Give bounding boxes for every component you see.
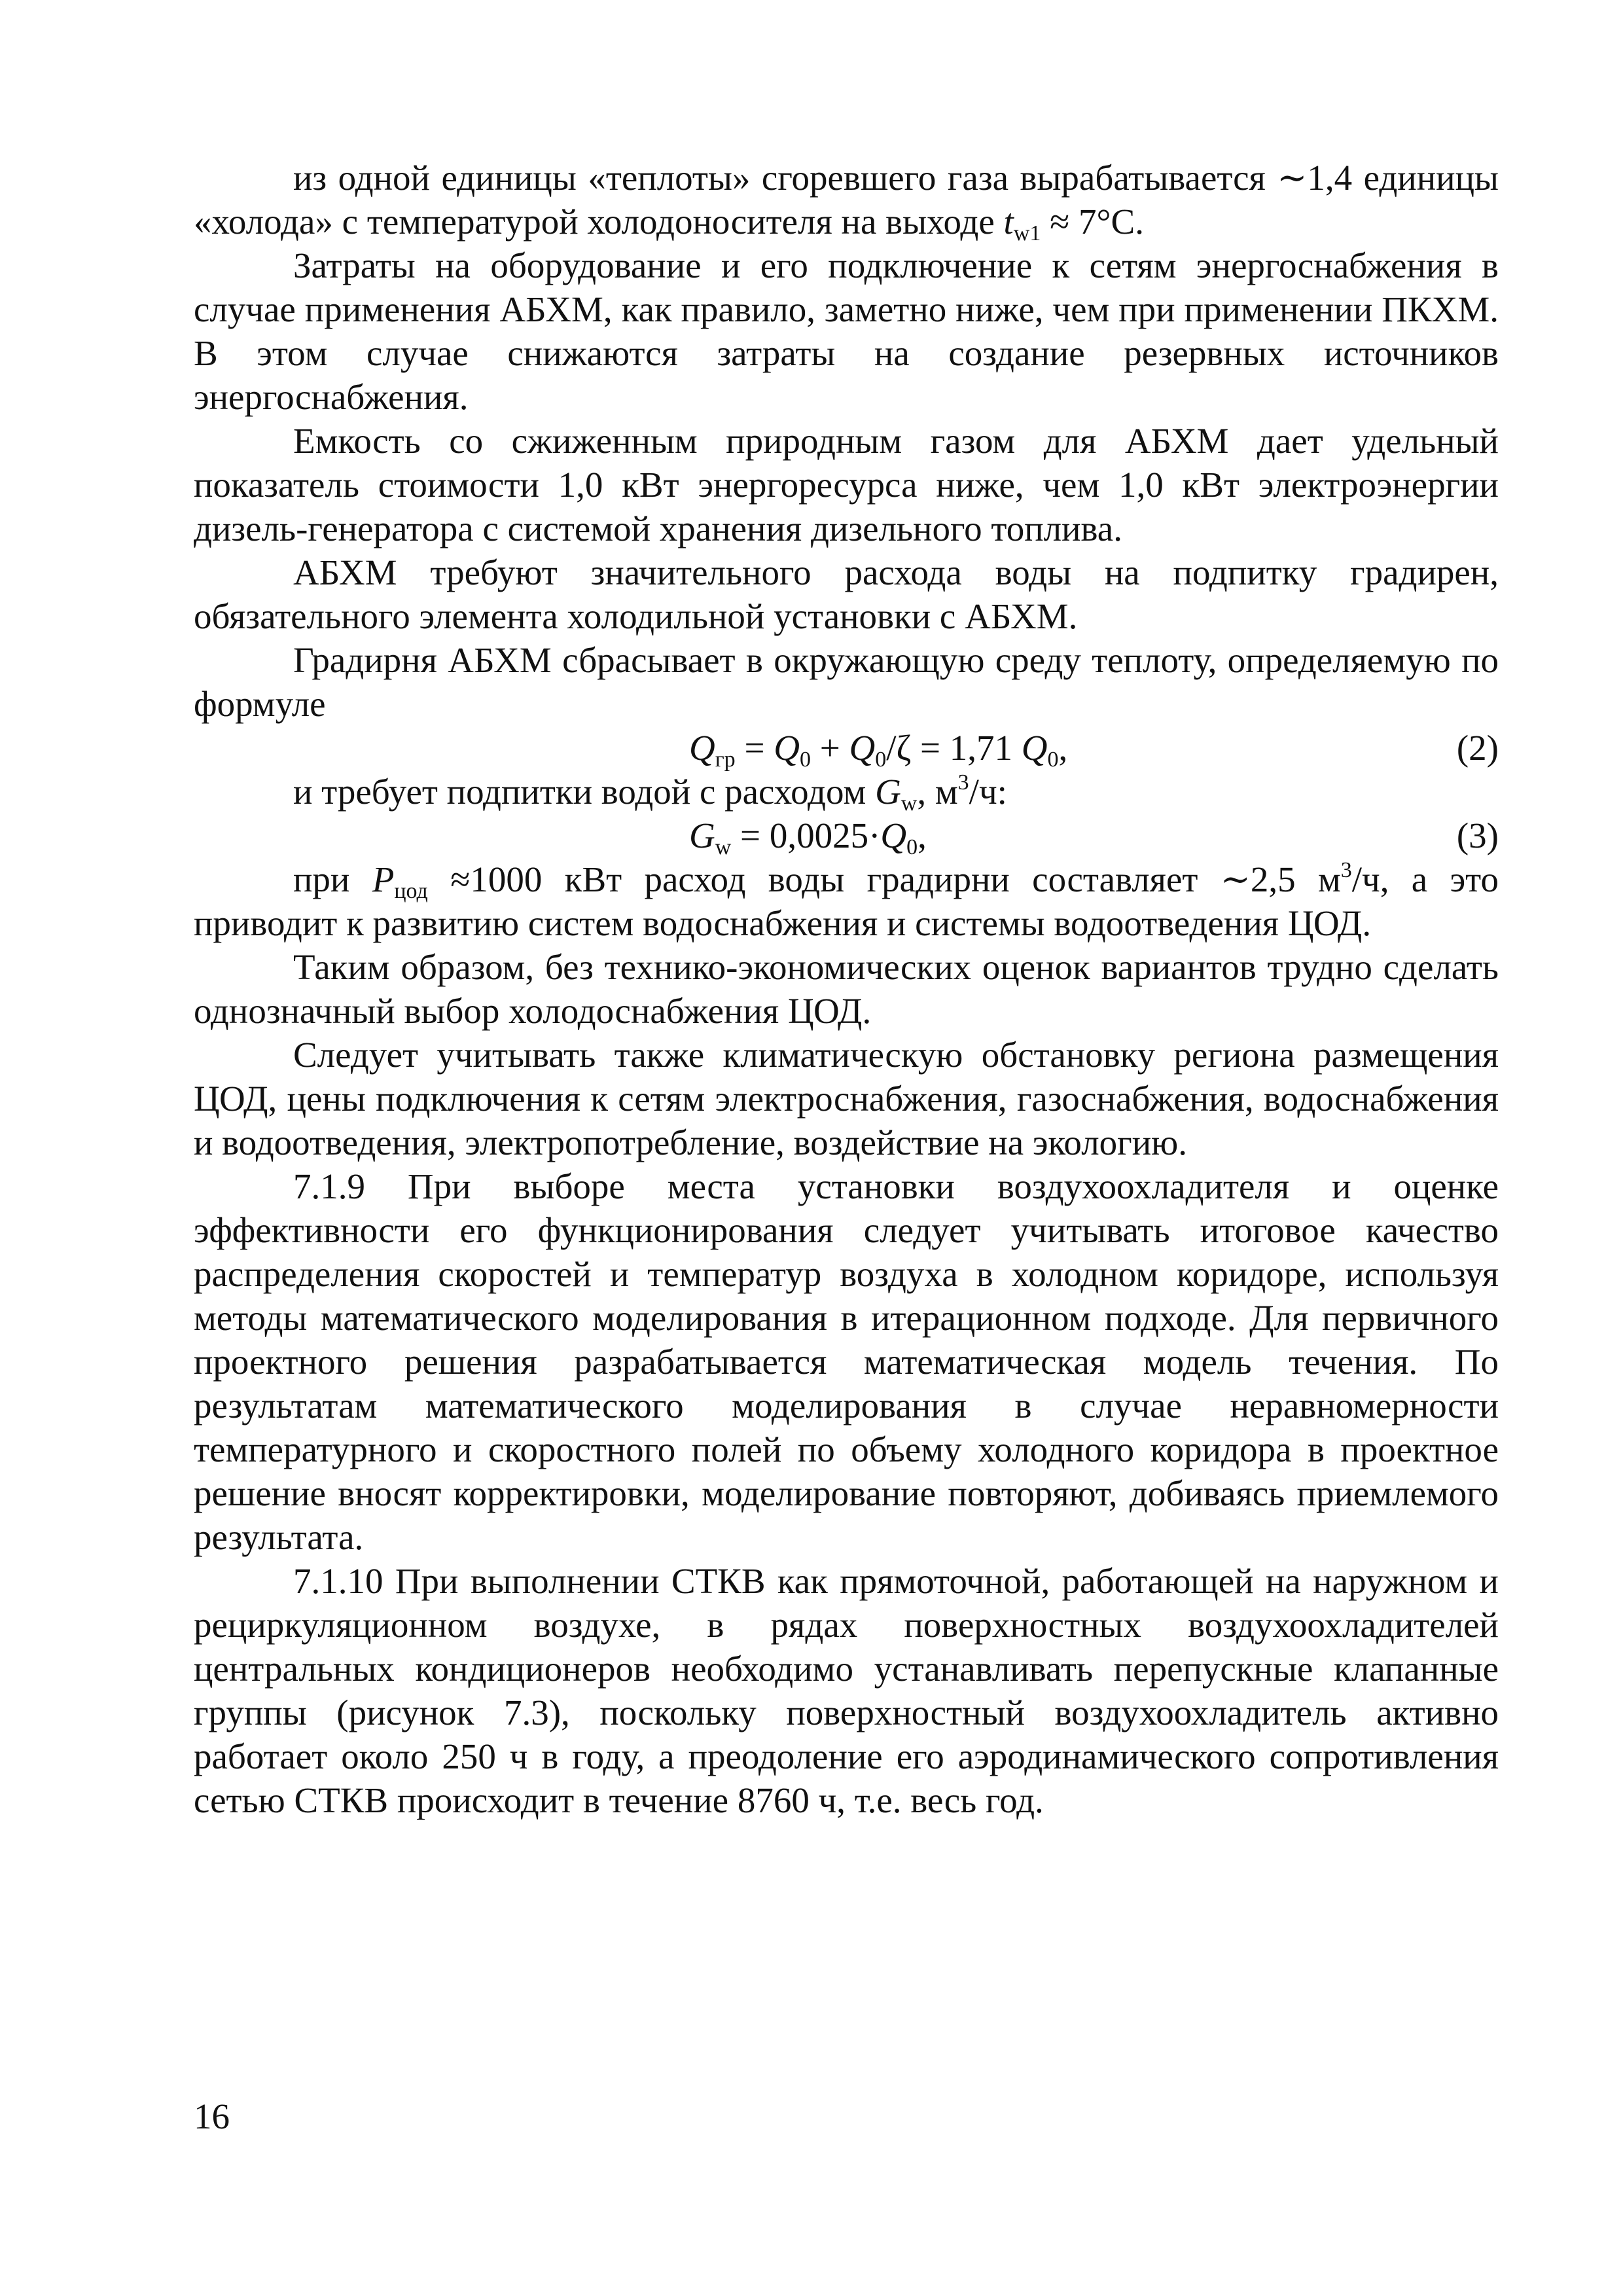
symbol-t: t (1003, 202, 1014, 242)
formula-2 (194, 726, 1499, 770)
paragraph-makeup-water: и требует подпитки водой с расходом $G_w$, $м^3/ч$: (293, 770, 1007, 816)
page-number: 16 (194, 2096, 230, 2136)
formula-3 (194, 814, 1499, 857)
paragraph-climate: Следует учитывать также климатическую обстановку региона размещения ЦОД, цены подключения к сетям электроснабжения, газоснабжения, водоснабжения и водоотведения, электропотребление, воздействие на экологию. (194, 1035, 1499, 1162)
paragraph-absorption-ratio: из одной единицы «теплоты» сгоревшего газа вырабатывается ∼1,4 единицы «холода» с температурой холодоносителя на выходе $t_{w1} \approx 7^\circ С$. (194, 158, 1499, 245)
subscript-w1: w1 (1013, 221, 1041, 245)
formula-3-number: (3) (1456, 816, 1499, 855)
paragraph-water-consumption: АБХМ требуют значительного расхода воды на подпитку градирен, обязательного элемента холодильной установки с АБХМ. (194, 552, 1499, 636)
paragraph-water-flow: при $P_{цод} \approx 1000$ кВт расход воды градирни составляет ∼2,5 $м^3/ч$, а это приводит к развитию систем водоснабжения и системы водоотведения ЦОД. (194, 858, 1499, 943)
paragraph-section-7-1-9: 7.1.9 При выборе места установки воздухоохладителя и оценке эффективности его функционирования следует учитывать итоговое качество распределения скоростей и температур воздуха в холодном коридоре, используя методы математического моделирования в итерационном подходе. Для первичного проектного решения разрабатывается математическая модель течения. По результатам математического моделирования в случае неравномерности температурного и скоростного полей по объему холодного коридора в проектное решение вносят корректировки, моделирование повторяют, добиваясь приемлемого результата. (194, 1166, 1499, 1557)
formula-2-expression: $Q_{гр} = Q_0 + Q_0/\zeta = 1,71$ $Q_0$, (689, 728, 1068, 772)
formula-2-number: (2) (1456, 728, 1499, 768)
formula-3-expression: $G_w = 0,0025\cdot Q_0$, (689, 816, 927, 859)
paragraph-equipment-costs: Затраты на оборудование и его подключение к сетям энергоснабжения в случае применения АБХМ, как правило, заметно ниже, чем при применении ПКХМ. В этом случае снижаются затраты на создание резервных источников энергоснабжения. (194, 245, 1499, 417)
document-body (194, 156, 1499, 1822)
paragraph-section-7-1-10: 7.1.10 При выполнении СТКВ как прямоточной, работающей на наружном и рециркуляционном воздухе, в рядах поверхностных воздухоохладителей центральных кондиционеров необходимо устанавливать перепускные клапанные группы (рисунок 7.3), поскольку поверхностный воздухоохладитель активно работает около 250 ч в году, а преодоление его аэродинамического сопротивления сетью СТКВ происходит в течение 8760 ч, т.е. весь год. (194, 1561, 1499, 1820)
paragraph-cooling-tower: Градирня АБХМ сбрасывает в окружающую среду теплоту, определяемую по формуле (194, 640, 1499, 724)
paragraph-lng-tank: Емкость со сжиженным природным газом для АБХМ дает удельный показатель стоимости 1,0 кВт энергоресурса ниже, чем 1,0 кВт электроэнергии дизель-генератора с системой хранения дизельного топлива. (194, 421, 1499, 548)
paragraph-conclusion: Таким образом, без технико-экономических оценок вариантов трудно сделать однозначный выбор холодоснабжения ЦОД. (194, 947, 1499, 1031)
